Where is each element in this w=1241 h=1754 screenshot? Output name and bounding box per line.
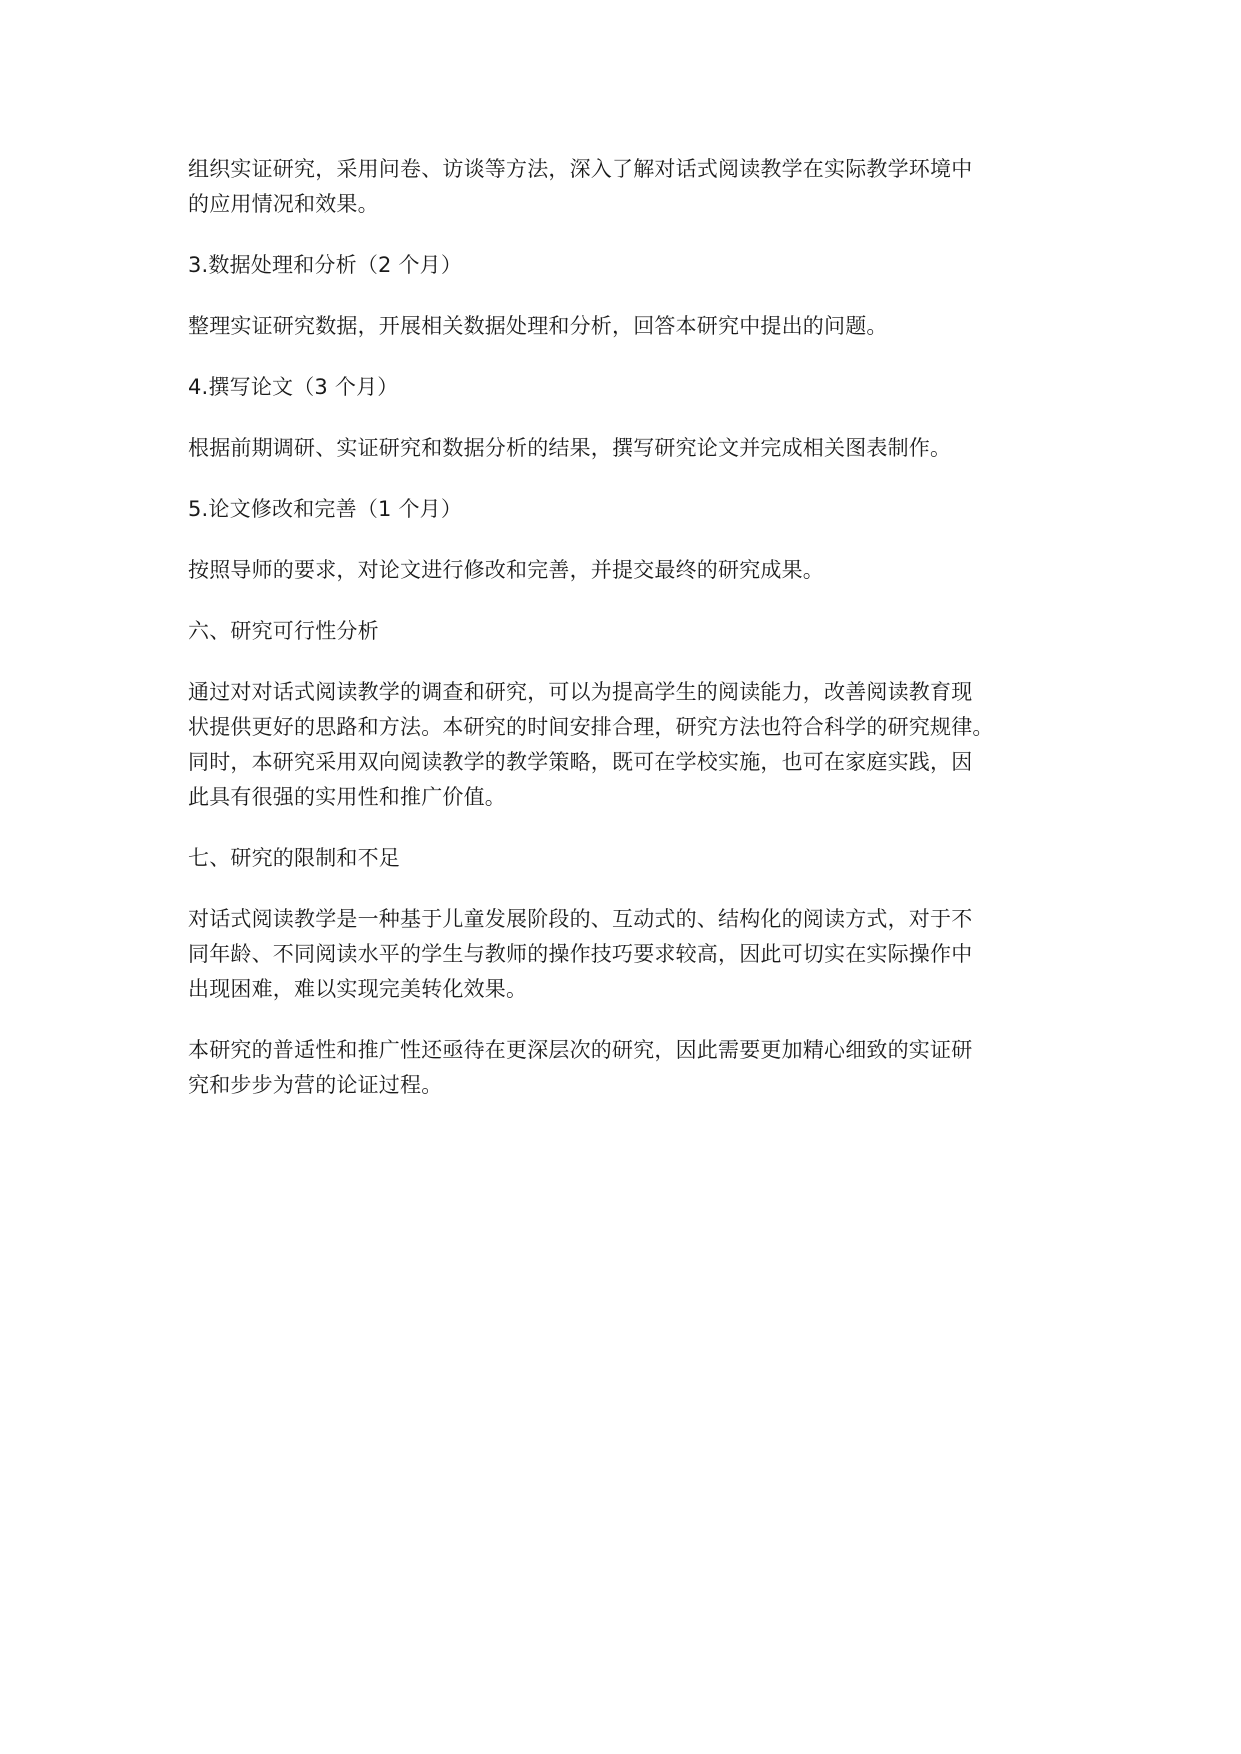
text-line: 的应用情况和效果。 (188, 192, 379, 216)
text-line: 状提供更好的思路和方法。本研究的时间安排合理，研究方法也符合科学的研究规律。 (188, 715, 994, 739)
paragraph-limitations (188, 902, 1068, 1007)
text-line: 5.论文修改和完善（1 个月） (188, 497, 463, 521)
document-body (188, 152, 1068, 1103)
text-line: 4.撰写论文（3 个月） (188, 375, 399, 399)
text-line: 七、研究的限制和不足 (188, 846, 400, 870)
heading-writing (188, 370, 1068, 405)
paragraph-generalizability (188, 1033, 1068, 1103)
text-line: 按照导师的要求，对论文进行修改和完善，并提交最终的研究成果。 (188, 558, 824, 582)
heading-data-processing (188, 248, 1068, 283)
text-line: 同年龄、不同阅读水平的学生与教师的操作技巧要求较高，因此可切实在实际操作中 (188, 942, 973, 966)
text-line: 整理实证研究数据，开展相关数据处理和分析，回答本研究中提出的问题。 (188, 314, 888, 338)
text-line: 究和步步为营的论证过程。 (188, 1073, 443, 1097)
section-heading-limitations (188, 841, 1068, 876)
text-line: 对话式阅读教学是一种基于儿童发展阶段的、互动式的、结构化的阅读方式，对于不 (188, 907, 973, 931)
text-line: 六、研究可行性分析 (188, 619, 379, 643)
text-line: 3.数据处理和分析（2 个月） (188, 253, 463, 277)
text-line: 此具有很强的实用性和推广价值。 (188, 785, 506, 809)
paragraph-fieldwork (188, 152, 1068, 222)
text-line: 通过对对话式阅读教学的调查和研究，可以为提高学生的阅读能力，改善阅读教育现 (188, 680, 973, 704)
text-line: 同时，本研究采用双向阅读教学的教学策略，既可在学校实施，也可在家庭实践，因 (188, 750, 973, 774)
text-line: 根据前期调研、实证研究和数据分析的结果，撰写研究论文并完成相关图表制作。 (188, 436, 952, 460)
heading-revision (188, 492, 1068, 527)
text-line: 出现困难，难以实现完美转化效果。 (188, 977, 528, 1001)
paragraph-revision (188, 553, 1068, 588)
section-heading-feasibility (188, 614, 1068, 649)
text-line: 组织实证研究，采用问卷、访谈等方法，深入了解对话式阅读教学在实际教学环境中 (188, 157, 973, 181)
paragraph-writing (188, 431, 1068, 466)
paragraph-feasibility (188, 675, 1068, 815)
paragraph-data-processing (188, 309, 1068, 344)
text-line: 本研究的普适性和推广性还亟待在更深层次的研究，因此需要更加精心细致的实证研 (188, 1038, 973, 1062)
